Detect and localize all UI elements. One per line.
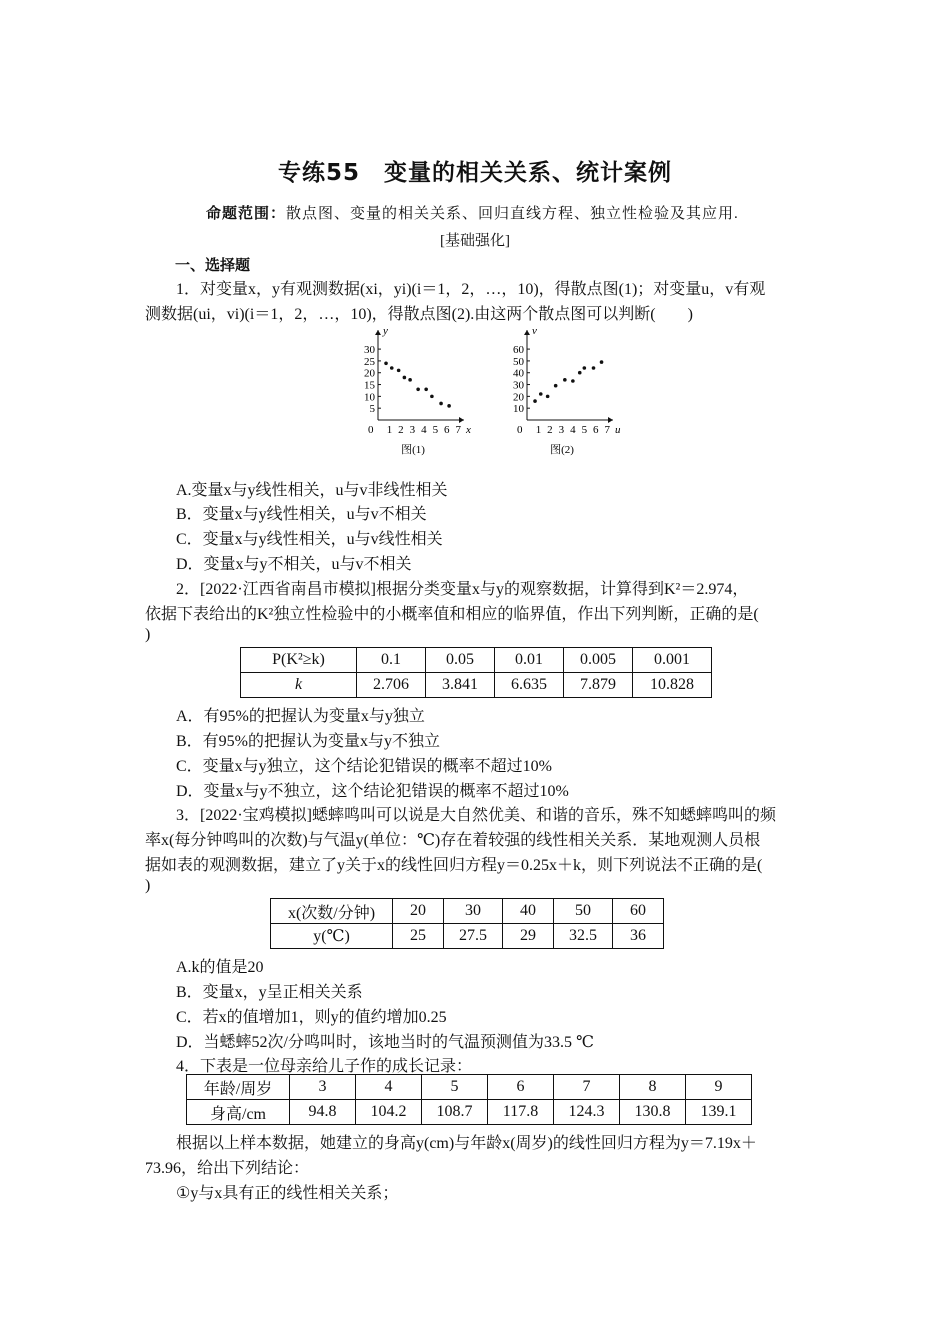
q3-option-a: A.k的值是20: [176, 959, 264, 976]
scatter-point: [539, 392, 543, 396]
table-row: [271, 899, 664, 924]
q1-option-c: C．变量x与y线性相关，u与v线性相关: [176, 531, 443, 548]
x-axis-label: u: [615, 424, 621, 436]
table-cell: 60: [613, 899, 664, 924]
table-cell: 139.1: [686, 1100, 752, 1125]
q2-table: [240, 647, 712, 698]
topic-scope-text: 散点图、变量的相关关系、回归直线方程、独立性检验及其应用.: [286, 206, 739, 222]
scatter-point: [533, 399, 537, 403]
y-tick-label: 50: [513, 355, 524, 368]
table-cell: 6: [488, 1075, 554, 1100]
table-cell: 40: [503, 899, 554, 924]
scatter-chart-1: [364, 325, 471, 456]
table-header-cell: y(℃): [271, 924, 393, 949]
q1-scatter-figures: [0, 325, 950, 475]
origin-label: 0: [368, 424, 374, 436]
q2-line3: ): [145, 626, 151, 643]
x-tick-label: 2: [398, 424, 404, 436]
y-tick-label: 15: [364, 379, 375, 392]
q2-option-a: A．有95%的把握认为变量x与y独立: [176, 708, 425, 725]
table-cell: 25: [393, 924, 444, 949]
table-row: [241, 648, 712, 673]
q1-line2: 测数据(ui，vi)(i＝1，2，…，10)，得散点图(2).由这两个散点图可以判断( ): [145, 306, 693, 323]
table-cell: 7.879: [564, 673, 633, 698]
y-axis-arrow: [524, 330, 530, 335]
q4-line2: 根据以上样本数据，她建立的身高y(cm)与年龄x(周岁)的线性回归方程为y＝7.19x＋: [176, 1135, 757, 1152]
chart-caption: 图(1): [401, 444, 425, 456]
q3-line2: 率x(每分钟鸣叫的次数)与气温y(单位：℃)存在着较强的线性相关关系．某地观测人员根: [145, 832, 761, 849]
table-cell: 5: [422, 1075, 488, 1100]
scatter-point: [546, 395, 550, 399]
q4-line4: ①y与x具有正的线性相关关系；: [176, 1185, 399, 1202]
q2-option-d: D．变量x与y不独立，这个结论犯错误的概率不超过10%: [176, 783, 569, 800]
y-axis-label: v: [532, 325, 537, 337]
q3-table: [270, 898, 664, 949]
table-row: [187, 1075, 752, 1100]
chart-caption: 图(2): [550, 444, 574, 456]
table-cell: 10.828: [633, 673, 712, 698]
q1-line1: 1．对变量x，y有观测数据(xi，yi)(i＝1，2，…，10)，得散点图(1)；对变量u，v有观: [176, 281, 766, 298]
scatter-point: [447, 404, 451, 408]
y-tick-label: 60: [513, 344, 524, 357]
section-heading: 一、选择题: [175, 256, 251, 274]
table-cell: 9: [686, 1075, 752, 1100]
scatter-point: [439, 402, 443, 406]
table-cell: 20: [393, 899, 444, 924]
y-axis-arrow: [375, 330, 381, 335]
scatter-point: [408, 378, 412, 382]
y-tick-label: 40: [513, 367, 524, 380]
q4-table: [186, 1074, 752, 1125]
scatter-point: [578, 371, 582, 375]
table-header-cell: k: [241, 673, 357, 698]
table-header-cell: x(次数/分钟): [271, 899, 393, 924]
table-cell: 94.8: [290, 1100, 356, 1125]
table-cell: 0.05: [426, 648, 495, 673]
x-axis-label: x: [466, 424, 471, 436]
q1-option-a: A.变量x与y线性相关，u与v非线性相关: [176, 482, 448, 499]
scatter-chart-2: [513, 325, 621, 456]
y-tick-label: 30: [364, 344, 375, 357]
table-row: [241, 673, 712, 698]
q1-option-d: D．变量x与y不相关，u与v不相关: [176, 556, 412, 573]
scatter-point: [583, 366, 587, 370]
scatter-point: [397, 369, 401, 373]
x-tick-label: 2: [547, 424, 553, 436]
table-cell: 30: [444, 899, 503, 924]
x-axis-arrow: [459, 417, 464, 423]
q1-option-b: B．变量x与y线性相关，u与v不相关: [176, 506, 427, 523]
q3-option-d: D．当蟋蟀52次/分鸣叫时，该地当时的气温预测值为33.5 ℃: [176, 1034, 594, 1051]
scatter-point: [600, 360, 604, 364]
table-cell: 6.635: [495, 673, 564, 698]
table-cell: 7: [554, 1075, 620, 1100]
table-header-cell: P(K²≥k): [241, 648, 357, 673]
table-cell: 4: [356, 1075, 422, 1100]
table-cell: 108.7: [422, 1100, 488, 1125]
y-axis-label: y: [383, 325, 388, 337]
table-cell: 8: [620, 1075, 686, 1100]
table-cell: 0.001: [633, 648, 712, 673]
table-cell: 130.8: [620, 1100, 686, 1125]
y-tick-label: 5: [369, 403, 375, 416]
q2-line1: 2．[2022·江西省南昌市模拟]根据分类变量x与y的观察数据，计算得到K²＝2.974，: [176, 581, 749, 598]
scatter-point: [424, 387, 428, 391]
table-header-cell: 年龄/周岁: [187, 1075, 290, 1100]
table-cell: 2.706: [357, 673, 426, 698]
x-tick-label: 5: [581, 424, 588, 436]
table-row: [271, 924, 664, 949]
x-tick-label: 3: [558, 424, 565, 436]
table-cell: 0.01: [495, 648, 564, 673]
scatter-point: [403, 376, 407, 380]
scatter-point: [416, 387, 420, 391]
x-tick-label: 6: [444, 424, 450, 436]
x-tick-label: 5: [432, 424, 439, 436]
table-cell: 29: [503, 924, 554, 949]
q2-line2: 依据下表给出的K²独立性检验中的小概率值和相应的临界值，作出下列判断，正确的是(: [145, 606, 759, 623]
scatter-point: [563, 378, 567, 382]
page-title: 专练55 变量的相关关系、统计案例: [277, 160, 672, 186]
x-axis-arrow: [608, 417, 613, 423]
origin-label: 0: [517, 424, 523, 436]
x-tick-label: 4: [421, 424, 427, 436]
q3-line4: ): [145, 877, 151, 894]
x-tick-label: 4: [570, 424, 576, 436]
q2-option-b: B．有95%的把握认为变量x与y不独立: [176, 733, 441, 750]
x-tick-label: 6: [593, 424, 599, 436]
topic-scope: [206, 202, 739, 223]
q3-line3: 据如表的观测数据，建立了y关于x的线性回归方程y＝0.25x＋k，则下列说法不正确的是(: [145, 857, 763, 874]
table-header-cell: 身高/cm: [187, 1100, 290, 1125]
table-cell: 50: [554, 899, 613, 924]
y-tick-label: 20: [364, 367, 375, 380]
q2-option-c: C．变量x与y独立，这个结论犯错误的概率不超过10%: [176, 758, 553, 775]
scatter-point: [384, 361, 388, 365]
y-tick-label: 10: [364, 391, 375, 404]
table-cell: 104.2: [356, 1100, 422, 1125]
scatter-point: [430, 395, 434, 399]
section-subtitle: [基础强化]: [440, 233, 510, 249]
y-tick-label: 25: [364, 355, 375, 368]
table-cell: 0.005: [564, 648, 633, 673]
y-tick-label: 10: [513, 403, 524, 416]
y-tick-label: 30: [513, 379, 524, 392]
q4-line1: 4．下表是一位母亲给儿子作的成长记录：: [176, 1058, 473, 1075]
table-cell: 124.3: [554, 1100, 620, 1125]
x-tick-label: 3: [409, 424, 416, 436]
topic-scope-label: 命题范围：: [206, 206, 287, 222]
table-row: [187, 1100, 752, 1125]
table-cell: 117.8: [488, 1100, 554, 1125]
table-cell: 36: [613, 924, 664, 949]
x-tick-label: 7: [455, 424, 462, 436]
scatter-point: [592, 366, 596, 370]
x-tick-label: 1: [535, 424, 542, 436]
table-cell: 32.5: [554, 924, 613, 949]
scatter-point: [390, 366, 394, 370]
x-tick-label: 1: [386, 424, 393, 436]
table-cell: 0.1: [357, 648, 426, 673]
q4-line3: 73.96，给出下列结论：: [145, 1160, 310, 1177]
q3-line1: 3．[2022·宝鸡模拟]蟋蟀鸣叫可以说是大自然优美、和谐的音乐，殊不知蟋蟀鸣叫的频: [176, 807, 776, 824]
scatter-point: [554, 384, 558, 388]
table-cell: 3.841: [426, 673, 495, 698]
q3-option-c: C．若x的值增加1，则y的值约增加0.25: [176, 1009, 447, 1026]
scatter-point: [571, 379, 575, 383]
table-cell: 27.5: [444, 924, 503, 949]
y-tick-label: 20: [513, 391, 524, 404]
q3-option-b: B．变量x，y呈正相关关系: [176, 984, 363, 1001]
table-cell: 3: [290, 1075, 356, 1100]
x-tick-label: 7: [604, 424, 611, 436]
